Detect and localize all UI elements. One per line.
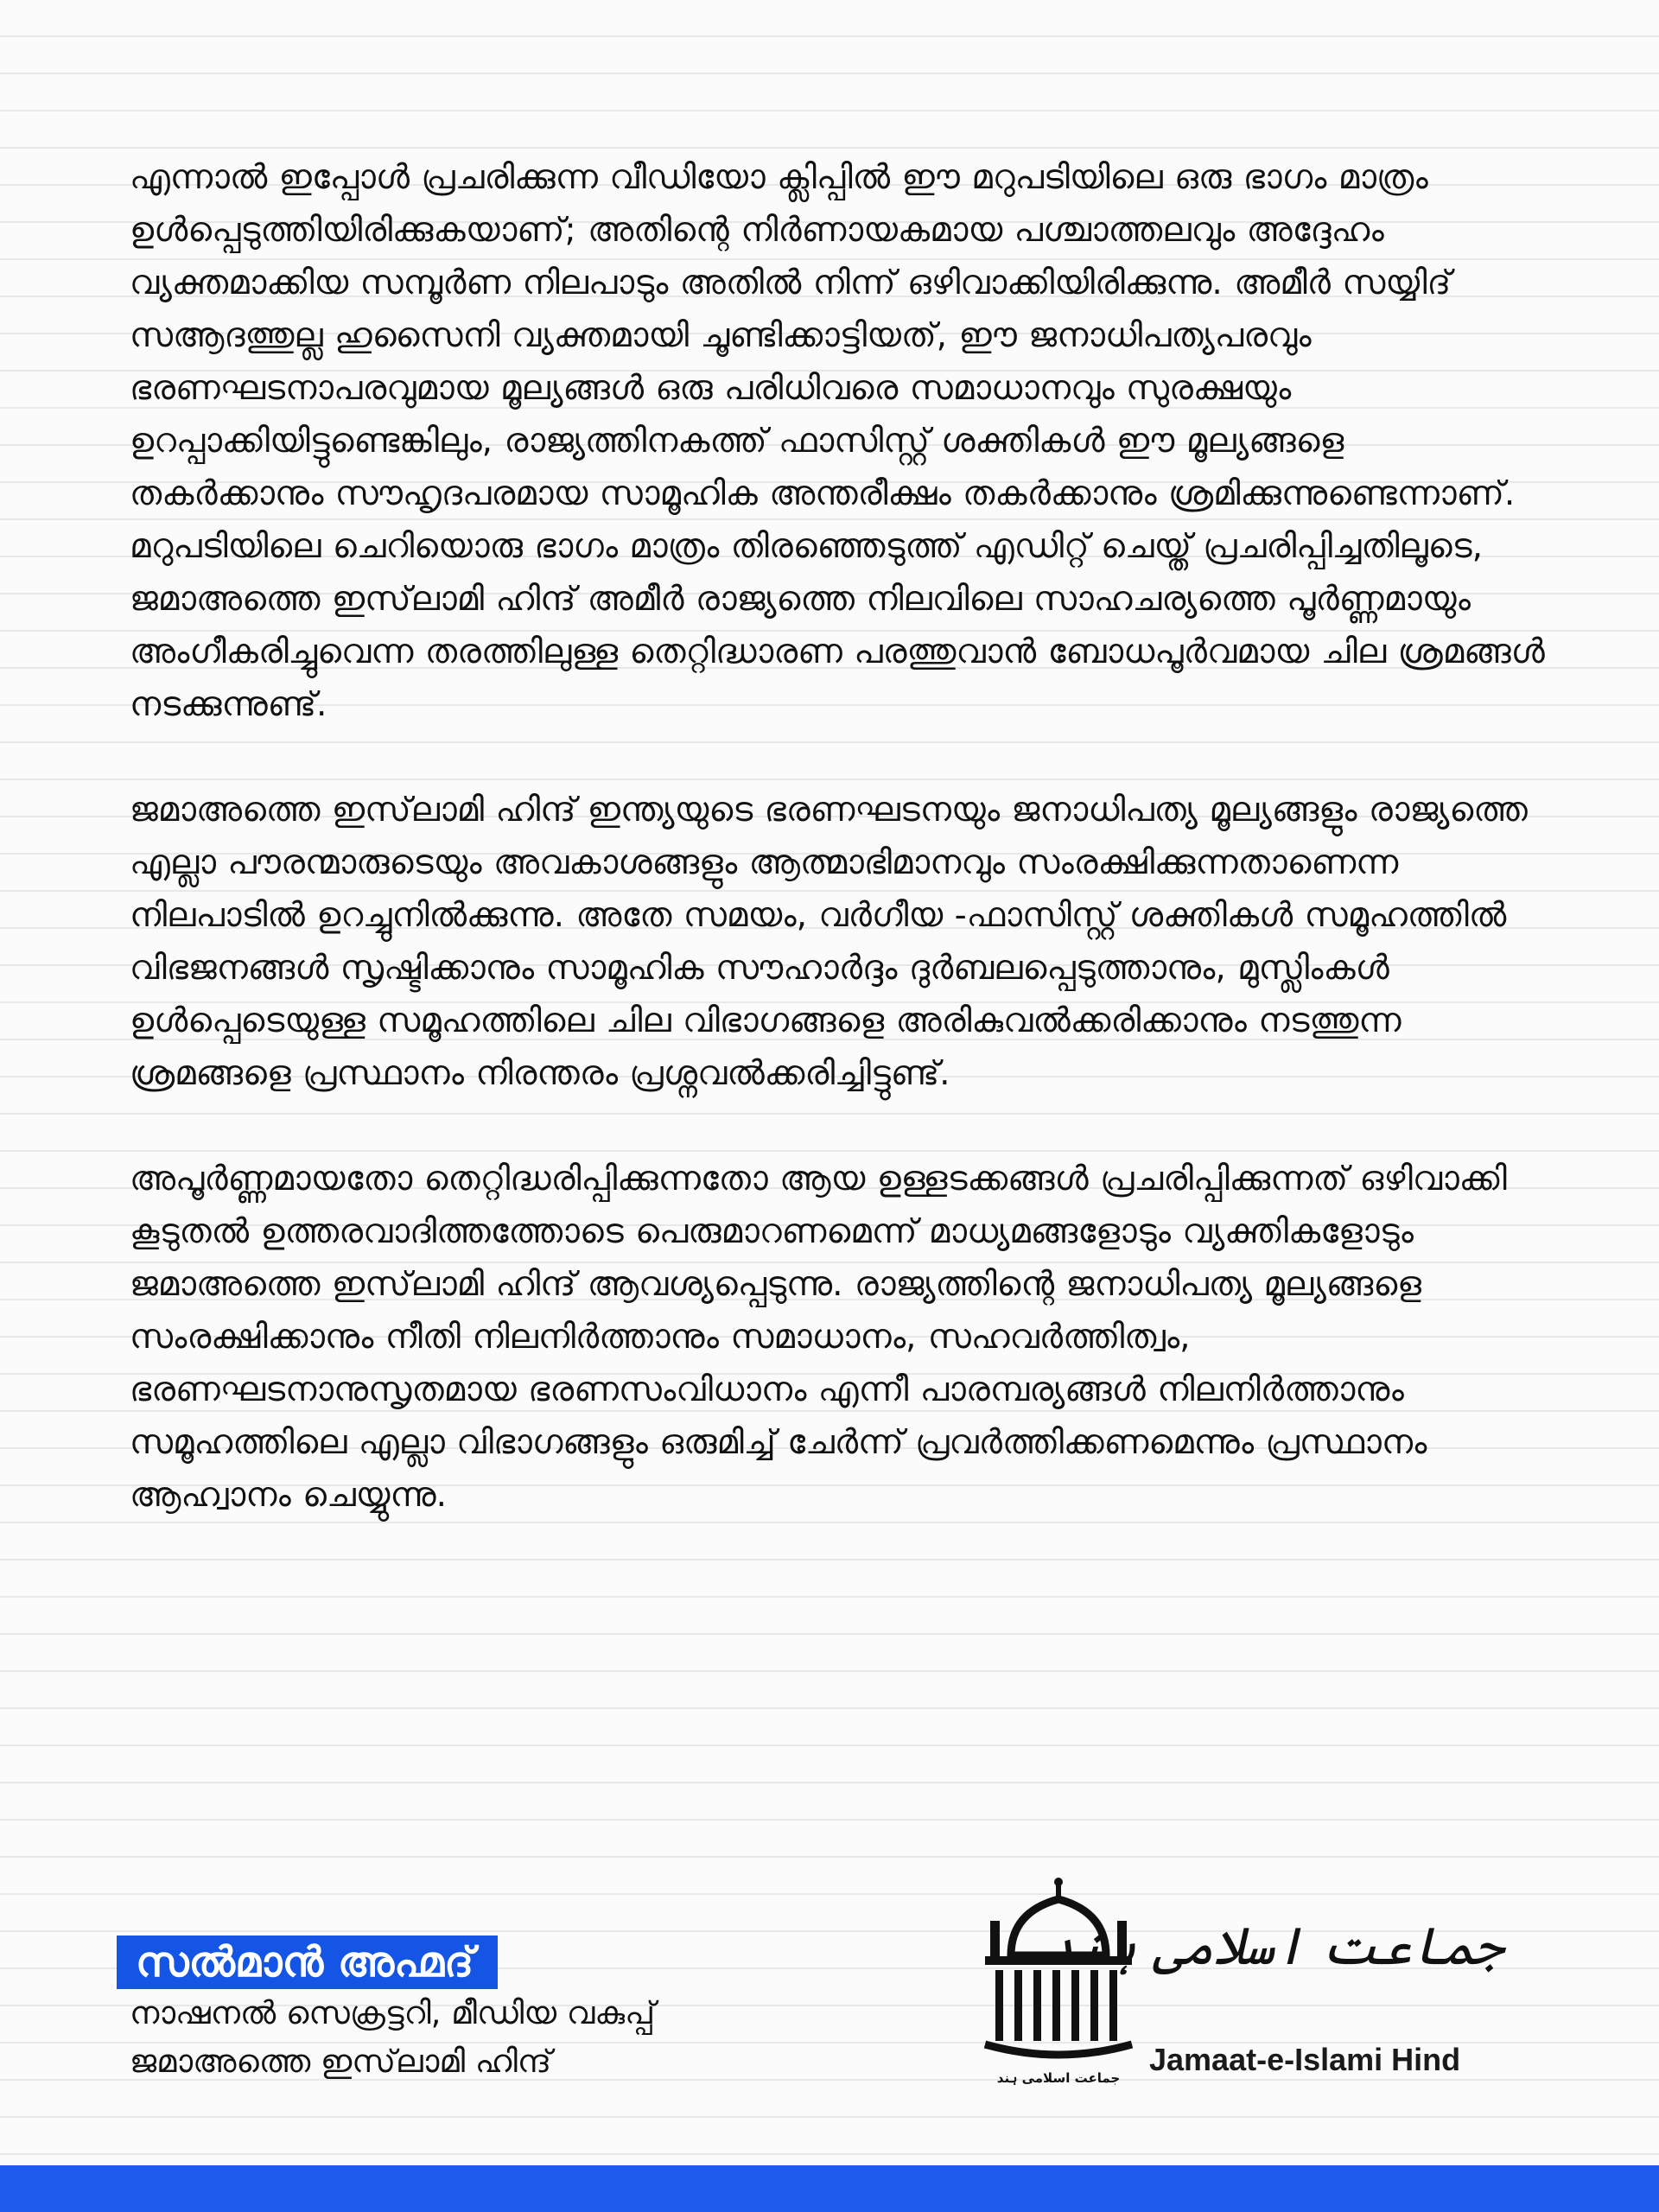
signature-block [117,1936,894,2086]
paragraph-2: ജമാഅത്തെ ഇസ്‌ലാമി ഹിന്ദ് ഇന്ത്യയുടെ ഭരണഘടനയും ജനാധിപത്യ മൂല്യങ്ങളും രാജ്യത്തെ എല്ലാ പൗരന്മാരുടെയും അവകാശങ്ങളും ആത്മാഭിമാനവും സംരക്ഷിക്കുന്നതാണെന്ന നിലപാടിൽ ഉറച്ചുനിൽക്കുന്നു. അതേ സമയം, വർഗീയ -ഫാസിസ്റ്റ് ശക്തികൾ സമൂഹത്തിൽ വിഭജനങ്ങൾ സൃഷ്ടിക്കാനും സാമൂഹിക സൗഹാർദ്ദം ദുർബലപ്പെടുത്താനും, മുസ്ലിംകൾ ഉൾപ്പെടെയുള്ള സമൂഹത്തിലെ ചില വിഭാഗങ്ങളെ അരികുവൽക്കരിക്കാനും നടത്തുന്ന ശ്രമങ്ങളെ പ്രസ്ഥാനം നിരന്തരം പ്രശ്നവൽക്കരിച്ചിട്ടുണ്ട്. [130,791,1528,1093]
mosque-emblem-icon [976,1873,1141,2089]
english-name: Jamaat-e-Islami Hind [1149,2042,1461,2077]
paragraph-1: എന്നാൽ ഇപ്പോൾ പ്രചരിക്കുന്ന വീഡിയോ ക്ലിപ്പിൽ ഈ മറുപടിയിലെ ഒരു ഭാഗം മാത്രം ഉൾപ്പെടുത്തിയിരിക്കുകയാണ്; അതിന്റെ നിർണായകമായ പശ്ചാത്തലവും അദ്ദേഹം വ്യക്തമാക്കിയ സമ്പൂർണ നിലപാടും അതിൽ നിന്ന് ഒഴിവാക്കിയിരിക്കുന്നു. അമീർ സയ്യിദ് സആദത്തുല്ല ഹുസൈനി വ്യക്തമായി ചൂണ്ടിക്കാട്ടിയത്, ഈ ജനാധിപത്യപരവും ഭരണഘടനാപരവുമായ മൂല്യങ്ങൾ ഒരു പരിധിവരെ സമാധാനവും സുരക്ഷയും ഉറപ്പാക്കിയിട്ടുണ്ടെങ്കിലും, രാജ്യത്തിനകത്ത് ഫാസിസ്റ്റ് ശക്തികൾ ഈ മൂല്യങ്ങളെ തകർക്കാനും സൗഹൃദപരമായ സാമൂഹിക അന്തരീക്ഷം തകർക്കാനും ശ്രമിക്കുന്നുണ്ടെന്നാണ്. മറുപടിയിലെ ചെറിയൊരു ഭാഗം മാത്രം തിരഞ്ഞെടുത്ത് എഡിറ്റ് ചെയ്ത് പ്രചരിപ്പിച്ചതിലൂടെ, ജമാഅത്തെ ഇസ്‌ലാമി ഹിന്ദ് അമീർ രാജ്യത്തെ നിലവിലെ സാഹചര്യത്തെ പൂർണ്ണമായും അംഗീകരിച്ചുവെന്ന തരത്തിലുള്ള തെറ്റിദ്ധാരണ പരത്തുവാൻ ബോധപൂർവമായ ചില ശ്രമങ്ങൾ നടക്കുന്നുണ്ട്. [130,158,1545,724]
urdu-name: جماعت اسلامی ہند [1045,1916,1503,1977]
organization-logo [976,1873,1512,2089]
signatory-organization: ജമാഅത്തെ ഇസ്‌ലാമി ഹിന്ദ് [130,2043,552,2080]
signatory-name: സൽമാൻ അഹ്മദ് [117,1936,498,1989]
emblem-caption: جماعت اسلامی ہند [996,2070,1121,2086]
paragraph-3: അപൂർണ്ണമായതോ തെറ്റിദ്ധരിപ്പിക്കുന്നതോ ആയ ഉള്ളടക്കങ്ങൾ പ്രചരിപ്പിക്കുന്നത് ഒഴിവാക്കി കൂടുതൽ ഉത്തരവാദിത്തത്തോടെ പെരുമാറണമെന്ന് മാധ്യമങ്ങളോടും വ്യക്തികളോടും ജമാഅത്തെ ഇസ്‌ലാമി ഹിന്ദ് ആവശ്യപ്പെടുന്നു. രാജ്യത്തിന്റെ ജനാധിപത്യ മൂല്യങ്ങളെ സംരക്ഷിക്കാനും നീതി നിലനിർത്താനും സമാധാനം, സഹവർത്തിത്വം, ഭരണഘടനാനുസൃതമായ ഭരണസംവിധാനം എന്നീ പാരമ്പര്യങ്ങൾ നിലനിർത്താനും സമൂഹത്തിലെ എല്ലാ വിഭാഗങ്ങളും ഒരുമിച്ച് ചേർന്ന് പ്രവർത്തിക്കണമെന്നും പ്രസ്ഥാനം ആഹ്വാനം ചെയ്യുന്നു. [130,1160,1507,1515]
urdu-logotype [1045,1899,1512,1994]
signatory-title: നാഷനൽ സെക്രട്ടറി, മീഡിയ വകുപ്പ് [130,1994,656,2031]
statement-body [130,151,1547,1574]
footer-accent-bar [0,2165,1659,2212]
